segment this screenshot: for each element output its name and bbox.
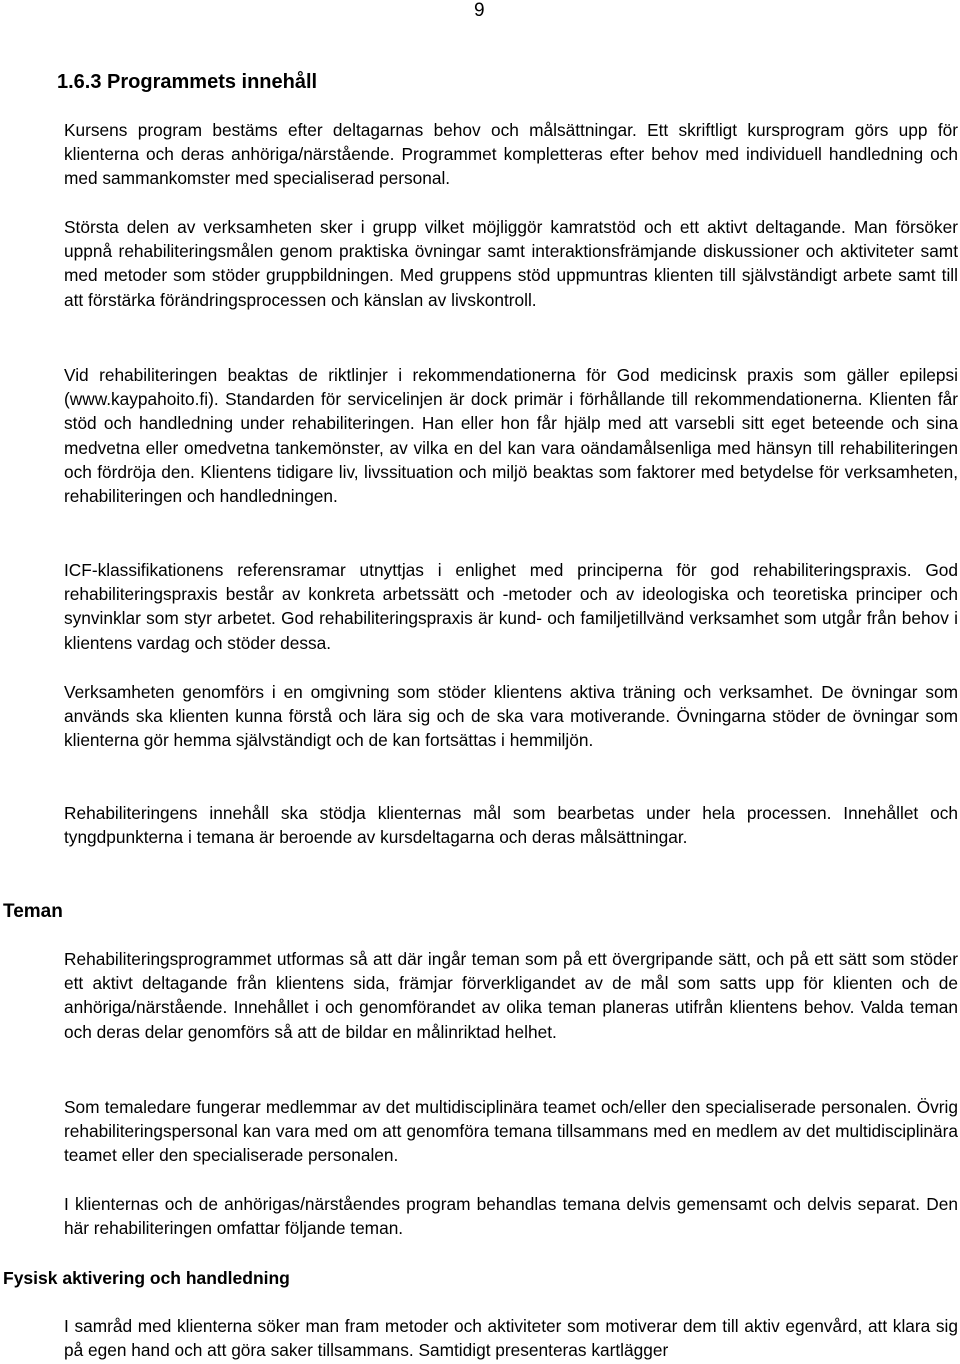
paragraph-8: Som temaledare fungerar medlemmar av det multidisciplinära teamet och/eller den specialiserade personalen. Övrig rehabiliteringspersonal kan vara med om att genomföra temana tillsammans med en medlem av det multidisciplinära teamet eller den specialiserade personalen. <box>64 1097 958 1166</box>
section-title: 1.6.3 Programmets innehåll <box>57 71 318 93</box>
paragraph-block-7 <box>64 947 958 1044</box>
sub-heading-fysisk-aktivering: Fysisk aktivering och handledning <box>3 1268 290 1288</box>
paragraph-10: I samråd med klienterna söker man fram metoder och aktiviteter som motiverar dem till aktiv egenvård, att klara sig på egen hand och att göra saker tillsammans. Samtidigt presenteras kartlägger <box>64 1316 958 1361</box>
paragraph-block-10 <box>64 1314 958 1362</box>
paragraph-2: Största delen av verksamheten sker i grupp vilket möjliggör kamratstöd och ett aktivt deltagande. Man försöker uppnå rehabiliteringsmålen genom praktiska övningar samt interaktionsfrämjande diskussioner och aktiviteter samt med metoder som stöder gruppbildningen. Med gruppens stöd uppmuntras klienten till självständigt arbete samt till att förstärka förändringsprocessen och känslan av livskontroll. <box>64 217 958 310</box>
paragraph-block-3 <box>64 363 958 508</box>
paragraph-3: Vid rehabiliteringen beaktas de riktlinjer i rekommendationerna för God medicinsk praxis som gäller epilepsi (www.kaypahoito.fi). Standarden för servicelinjen är dock primär i förhållande till rekommendationerna. Klienten får stöd och handledning under rehabiliteringen. Han eller hon får hjälp med att varsebli sitt eget beteende och sina medvetna eller omedvetna tankemönster, av vilka en del kan vara oändamålsenliga med hänsyn till rehabiliteringen och fördröja den. Klientens tidigare liv, livssituation och miljö beaktas som faktorer med betydelse för verksamheten, rehabiliteringen och handledningen. <box>64 365 958 507</box>
side-heading-teman: Teman <box>3 901 63 922</box>
paragraph-5: Verksamheten genomförs i en omgivning som stöder klientens aktiva träning och verksamhet. De övningar som används ska klienten kunna förstå och lära sig och de ska vara motiverande. Övningarna stöder de övningar som klienterna gör hemma självständigt och de kan fortsättas i hemmiljön. <box>64 682 958 751</box>
paragraph-block-6 <box>64 801 958 849</box>
paragraph-block-2 <box>64 215 958 312</box>
paragraph-4: ICF-klassifikationens referensramar utnyttjas i enlighet med principerna för god rehabiliteringspraxis. God rehabiliteringspraxis består av konkreta arbetssätt och -metoder och av ideologiska och teoretiska principer och synvinklar som styr arbetet. God rehabiliteringspraxis är kund- och familjetillvänd verksamhet som utgår från behov i klientens vardag och stöder dessa. <box>64 560 958 653</box>
paragraph-block-4 <box>64 558 958 655</box>
paragraph-7: Rehabiliteringsprogrammet utformas så att där ingår teman som på ett övergripande sätt, och på ett sätt som stöder ett aktivt deltagande från klientens sida, främjar förverkligandet av de mål som satts upp för klienten och de anhöriga/närstående. Innehållet i och genomförandet av olika teman planeras utifrån klientens behov. Valda teman och deras delar genomförs så att de bildar en målinriktad helhet. <box>64 949 958 1042</box>
page-number: 9 <box>474 0 485 21</box>
paragraph-block-9 <box>64 1192 958 1240</box>
paragraph-block-1 <box>64 118 958 191</box>
paragraph-6: Rehabiliteringens innehåll ska stödja klienternas mål som bearbetas under hela processen. Innehållet och tyngdpunkterna i temana är beroende av kursdeltagarna och deras målsättningar. <box>64 803 958 848</box>
paragraph-block-5 <box>64 680 958 753</box>
paragraph-1: Kursens program bestäms efter deltagarnas behov och målsättningar. Ett skriftligt kursprogram görs upp för klienterna och deras anhöriga/närstående. Programmet kompletteras efter behov med individuell handledning och med sammankomster med specialiserad personal. <box>64 120 958 189</box>
paragraph-block-8 <box>64 1095 958 1168</box>
paragraph-9: I klienternas och de anhörigas/närståendes program behandlas temana delvis gemensamt och delvis separat. Den här rehabiliteringen omfattar följande teman. <box>64 1194 958 1239</box>
